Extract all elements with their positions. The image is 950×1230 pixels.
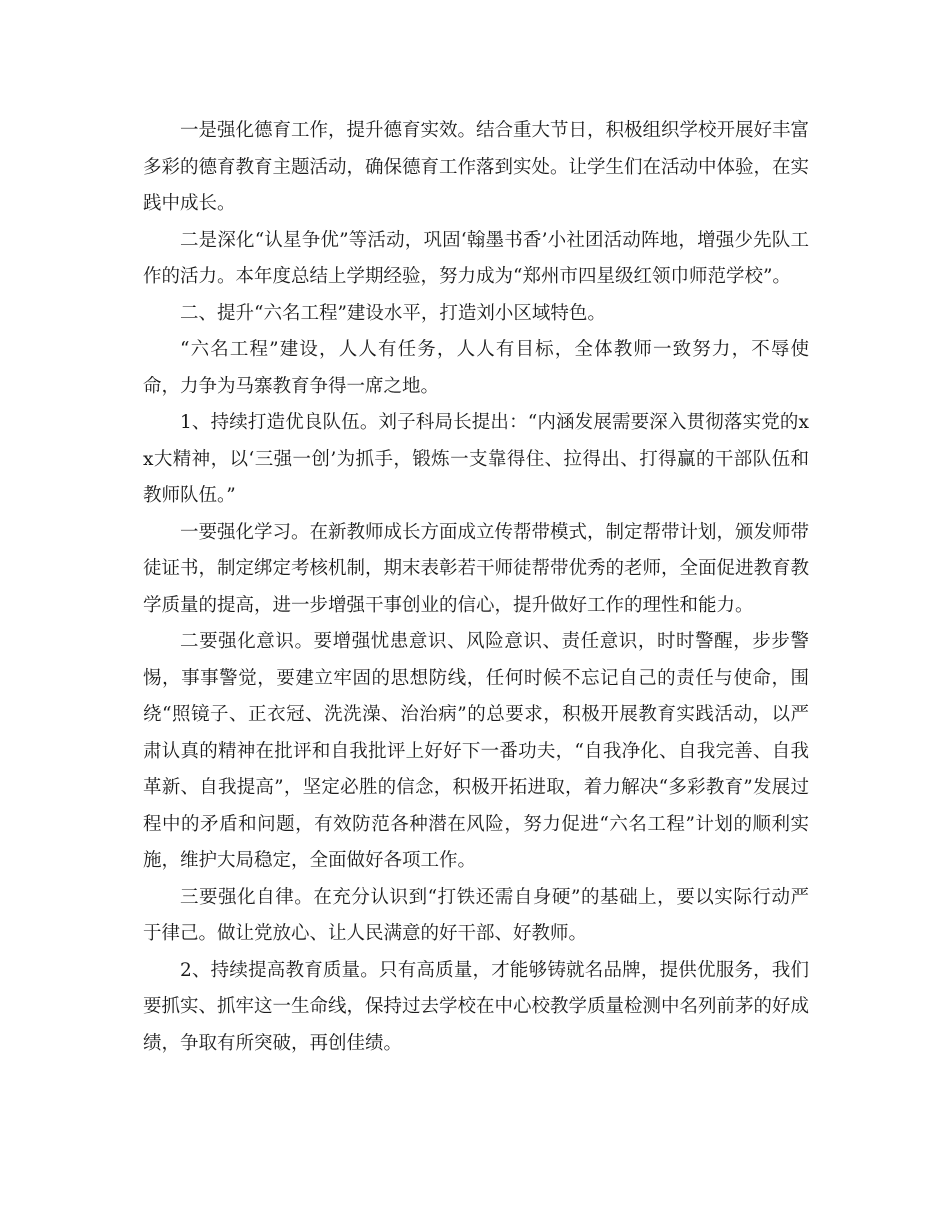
paragraph-team-building: 1、持续打造优良队伍。刘子科局长提出：“内涵发展需要深入贯彻落实党的xx大精神，以‘三强一创’为抓手，锻炼一支靠得住、拉得出、打得赢的干部队伍和教师队伍。” [143, 412, 809, 506]
paragraph-strengthen-discipline: 三要强化自律。在充分认识到“打铁还需自身硬”的基础上，要以实际行动严于律己。做让党放心、让人民满意的好干部、好教师。 [143, 886, 809, 944]
paragraph-six-names-intro: “六名工程”建设，人人有任务，人人有目标，全体教师一致努力，不辱使命，力争为马寨教育争得一席之地。 [143, 339, 809, 397]
section-heading-six-names-project: 二、提升“六名工程”建设水平，打造刘小区域特色。 [180, 302, 606, 324]
paragraph-education-quality: 2、持续提高教育质量。只有高质量，才能够铸就名品牌，提供优服务，我们要抓实、抓牢这一生命线，保持过去学校在中心校教学质量检测中名列前茅的好成绩，争取有所突破，再创佳绩。 [143, 959, 810, 1054]
paragraph-strengthen-awareness: 二要强化意识。要增强忧患意识、风险意识、责任意识，时时警醒，步步警惕，事事警觉，要建立牢固的思想防线，任何时候不忘记自己的责任与使命，围绕“照镜子、正衣冠、洗洗澡、治治病”的总要求，积极开展教育实践活动，以严肃认真的精神在批评和自我批评上好好下一番功夫，“自我净化、自我完善、自我革新、自我提高”，坚定必胜的信念，积极开拓进取，着力解决“多彩教育”发展过程中的矛盾和问题，有效防范各种潜在风险，努力促进“六名工程”计划的顺利实施，维护大局稳定，全面做好各项工作。 [143, 631, 809, 871]
paragraph-strengthen-learning: 一要强化学习。在新教师成长方面成立传帮带模式，制定帮带计划，颁发师带徒证书，制定绑定考核机制，期末表彰若干师徒帮带优秀的老师，全面促进教育教学质量的提高，进一步增强干事创业的信心，提升做好工作的理性和能力。 [143, 521, 810, 616]
paragraph-moral-education: 一是强化德育工作，提升德育实效。结合重大节日，积极组织学校开展好丰富多彩的德育教育主题活动，确保德育工作落到实处。让学生们在活动中体验，在实践中成长。 [143, 120, 810, 214]
paragraph-young-pioneers: 二是深化“认星争优”等活动，巩固‘翰墨书香’小社团活动阵地，增强少先队工作的活力。本年度总结上学期经验，努力成为“郑州市四星级红领巾师范学校”。 [143, 229, 809, 287]
document-body [143, 113, 809, 1062]
